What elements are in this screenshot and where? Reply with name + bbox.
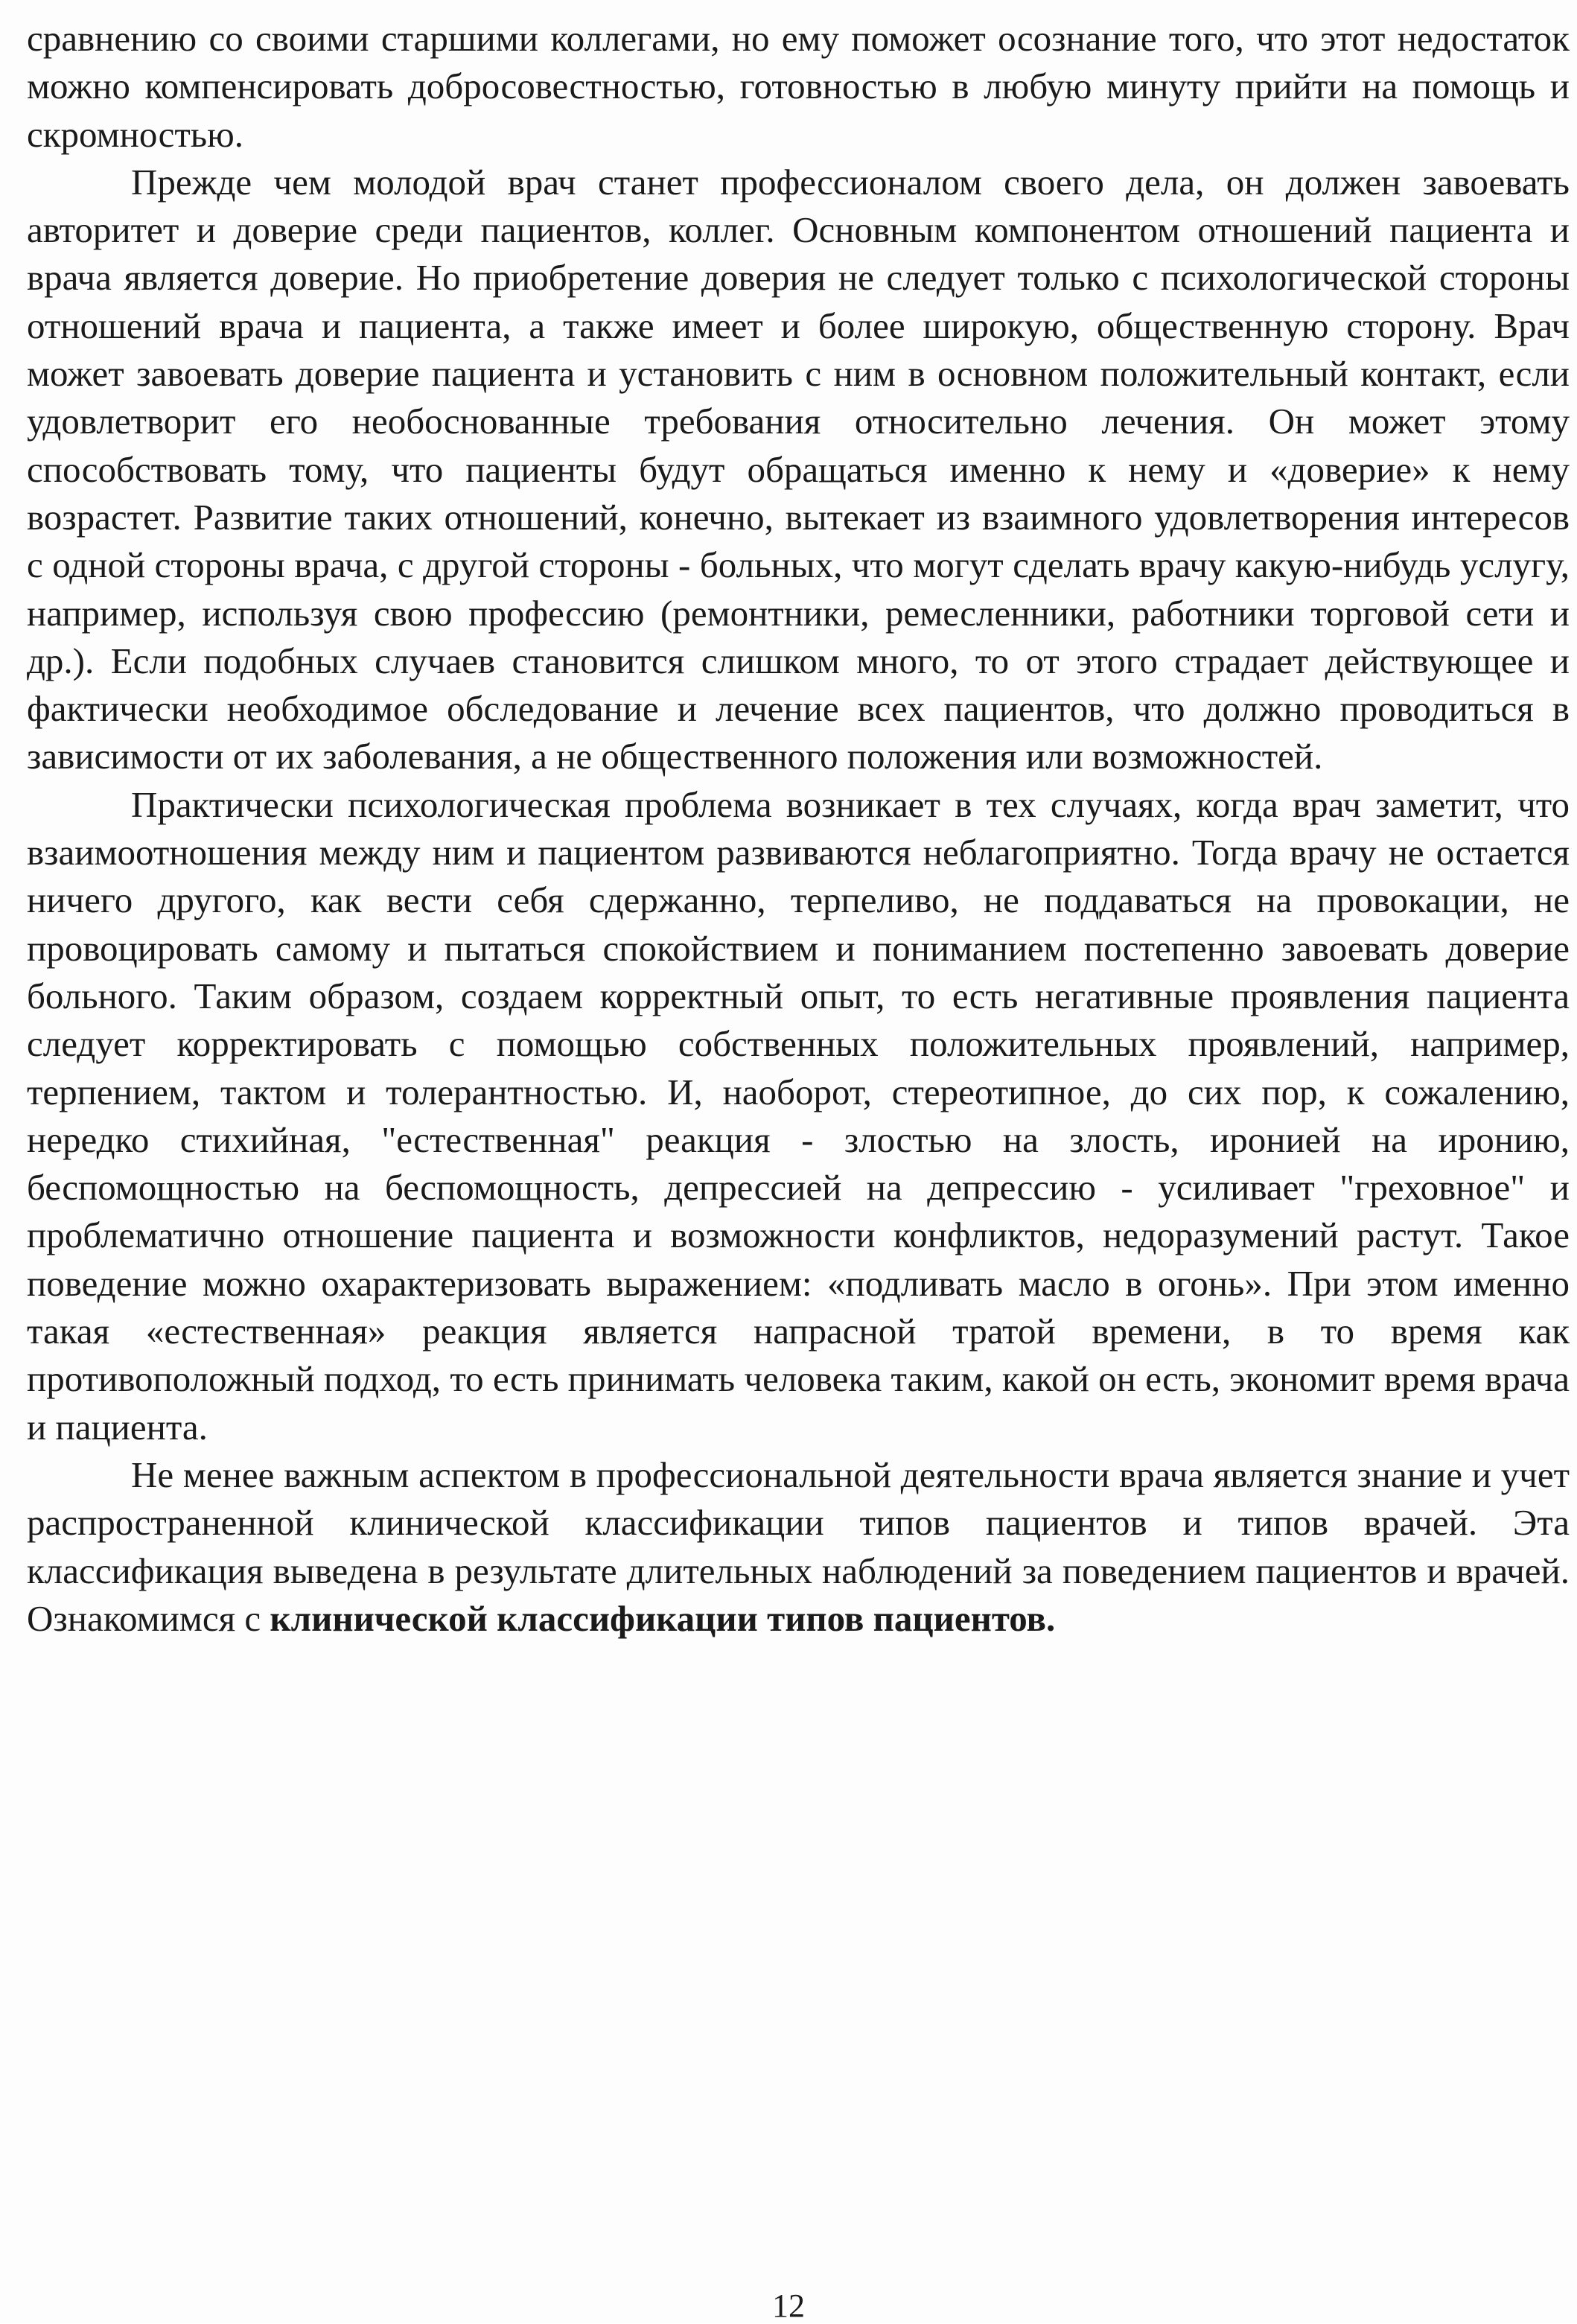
paragraph-4-text: Не менее важным аспектом в профессиональной деятельности врача является знание и учет распространенной клинической классификации типов пациентов и типов врачей. Эта классификация выведена в результате длительных наблюдений за поведением пациентов и врачей. Ознакомимся с — [27, 1454, 1570, 1639]
document-body — [27, 15, 1570, 1643]
paragraph-3: Практически психологическая проблема возникает в тех случаях, когда врач заметит, что взаимоотношения между ним и пациентом развиваются неблагоприятно. Тогда врачу не остается ничего другого, как вести себя сдержанно, терпеливо, не поддаваться на провокации, не провоцировать самому и пытаться спокойствием и пониманием постепенно завоевать доверие больного. Таким образом, создаем корректный опыт, то есть негативные проявления пациента следует корректировать с помощью собственных положительных проявлений, например, терпением, тактом и толерантностью. И, наоборот, стереотипное, до сих пор, к сожалению, нередко стихийная, "естественная" реакция - злостью на злость, иронией на иронию, беспомощностью на беспомощность, депрессией на депрессию - усиливает "греховное" и проблематично отношение пациента и возможности конфликтов, недоразумений растут. Такое поведение можно охарактеризовать выражением: «подливать масло в огонь». При этом именно такая «естественная» реакция является напрасной тратой времени, в то время как противоположный подход, то есть принимать человека таким, какой он есть, экономит время врача и пациента. — [27, 783, 1570, 1448]
page-number: 12 — [772, 2288, 805, 2324]
bold-phrase: клинической классификации типов пациентов. — [270, 1597, 1056, 1639]
paragraph-2: Прежде чем молодой врач станет профессионалом своего дела, он должен завоевать авторитет и доверие среди пациентов, коллег. Основным компонентом отношений пациента и врача является доверие. Но приобретение доверия не следует только с психологической стороны отношений врача и пациента, а также имеет и более широкую, общественную сторону. Врач может завоевать доверие пациента и установить с ним в основном положительный контакт, если удовлетворит его необоснованные требования относительно лечения. Он может этому способствовать тому, что пациенты будут обращаться именно к нему и «доверие» к нему возрастет. Развитие таких отношений, конечно, вытекает из взаимного удовлетворения интересов с одной стороны врача, с другой стороны - больных, что могут сделать врачу какую-нибудь услугу, например, используя свою профессию (ремонтники, ремесленники, работники торговой сети и др.). Если подобных случаев становится слишком много, то от этого страдает действующее и фактически необходимое обследование и лечение всех пациентов, что должно проводиться в зависимости от их заболевания, а не общественного положения или возможностей. — [27, 161, 1570, 777]
paragraph-1: сравнению со своими старшими коллегами, но ему поможет осознание того, что этот недостаток можно компенсировать добросовестностью, готовностью в любую минуту прийти на помощь и скромностью. — [27, 18, 1570, 155]
paragraph-4 — [27, 1451, 1570, 1643]
